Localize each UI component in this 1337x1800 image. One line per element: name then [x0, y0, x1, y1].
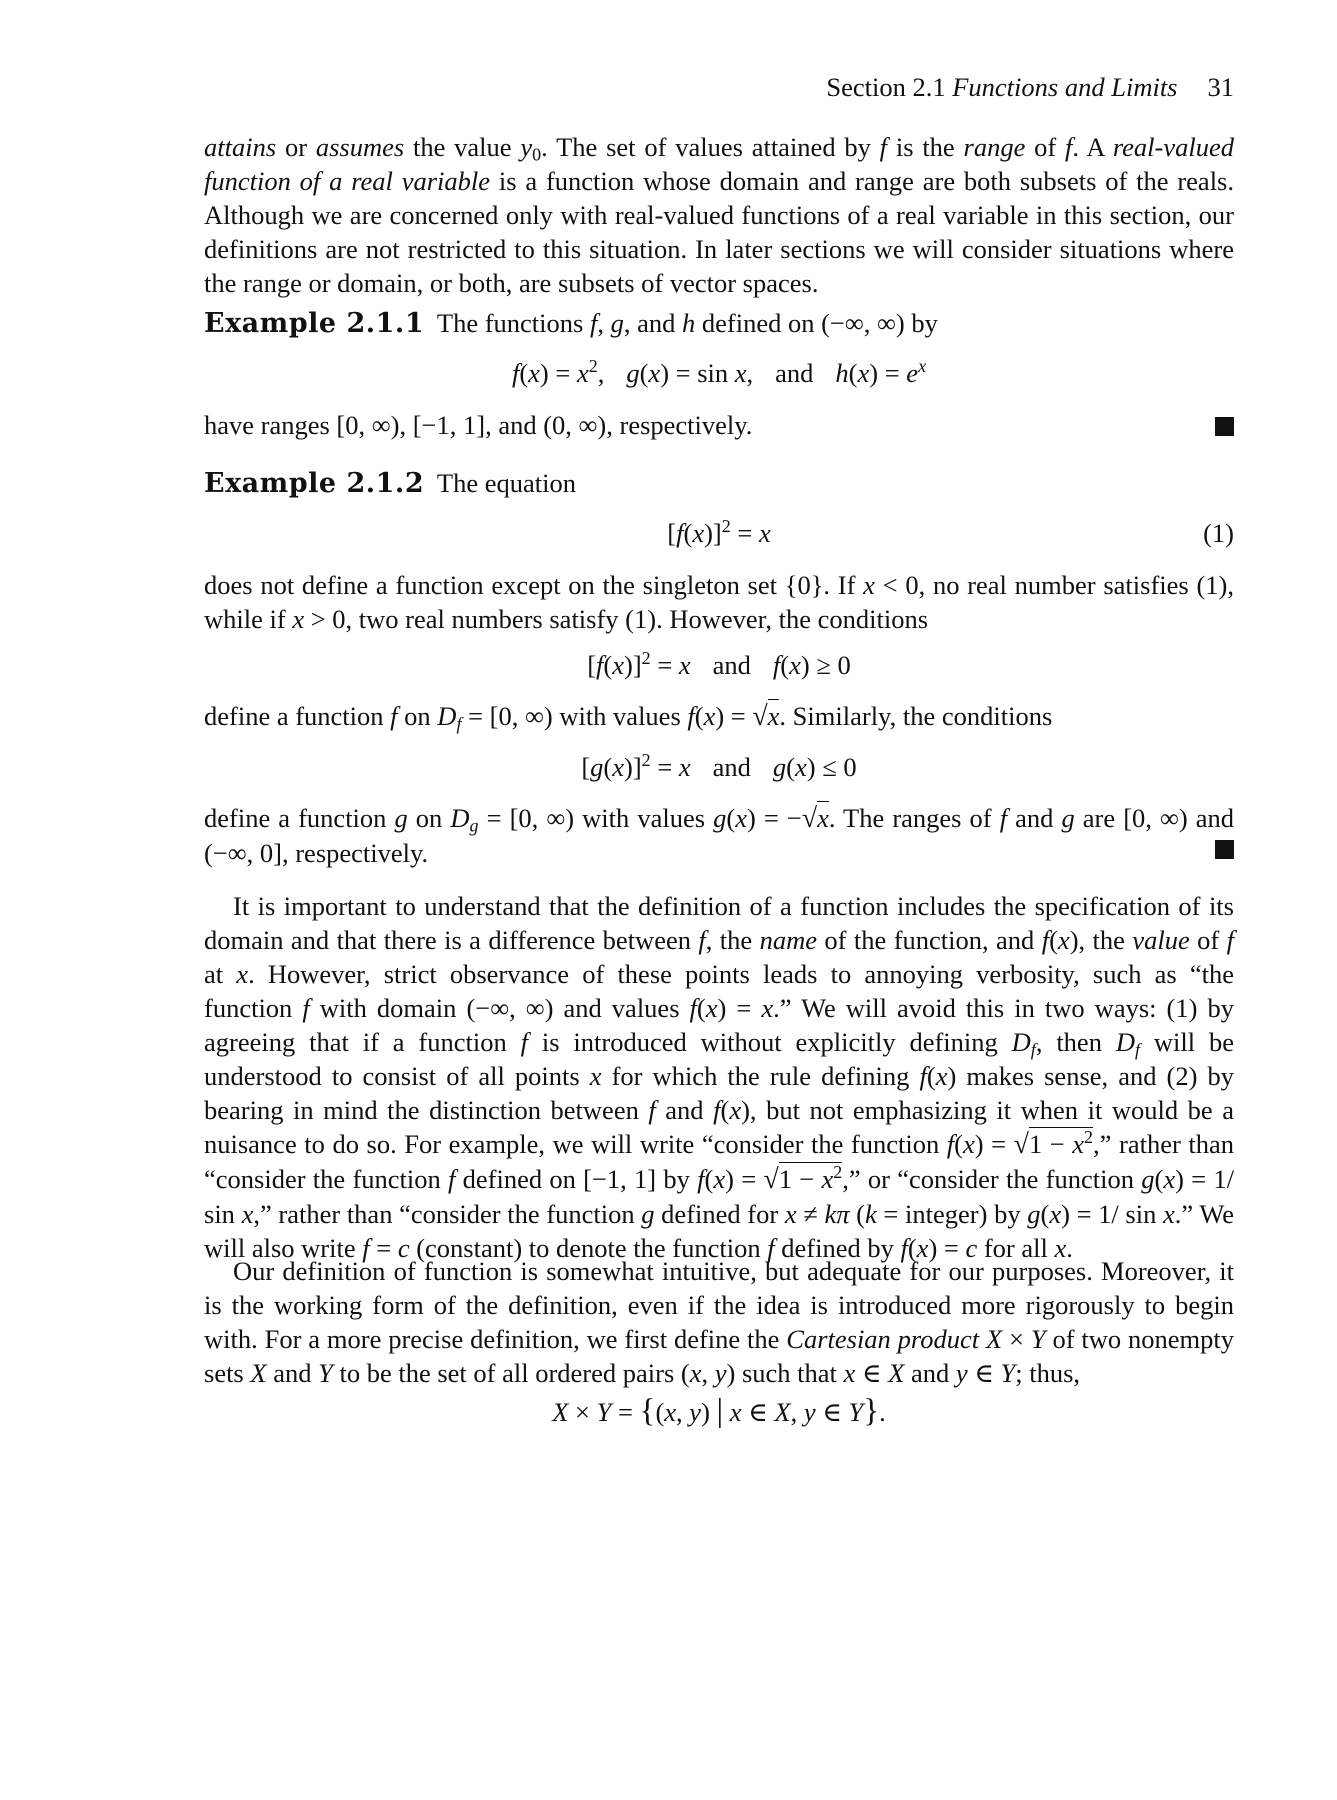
- paragraph-singleton: does not define a function except on the singleton set {0}. If x < 0, no real number satisfies (1), while if x > 0, two real numbers satisfy (1). However, the conditions: [204, 570, 1234, 634]
- example-2-1-1-conclusion: have ranges [0, ∞), [−1, 1], and (0, ∞), respectively.: [204, 410, 753, 440]
- equation-1: $[f(x)]^2 = x$: [667, 516, 771, 548]
- example-2-1-1-label: Example 2.1.1: [204, 308, 425, 339]
- page-number: 31: [1207, 72, 1234, 102]
- equation-g-conditions: $[g(x)]^2 = x$ and g(x) ≤ 0: [581, 750, 857, 782]
- equation-example-functions: $f(x) = x^2$, g(x) = sin x, and $h(x) = e^x$: [511, 356, 927, 388]
- end-of-example-mark-2: [1215, 840, 1234, 859]
- header-title: Functions and Limits: [952, 72, 1178, 102]
- example-2-1-2-intro: Example 2.1.2 The equation: [204, 468, 576, 499]
- equation-number: (1): [1203, 518, 1234, 548]
- paragraph-range-definition: attains or assumes the value $y_0$. The set of values attained by f is the range of f. A real-valued function of a real variable is a function whose domain and range are both subsets of the reals. Although we are concerned only with real-valued functions of a real variable in this section, our definitions are not restricted to this situation. In later sections we will consider situations where the range or domain, or both, are subsets of vector spaces.: [204, 132, 1235, 298]
- end-of-example-mark: [1215, 417, 1234, 436]
- example-2-1-2-label: Example 2.1.2: [204, 468, 425, 499]
- paragraph-cartesian-product: Our definition of function is somewhat intuitive, but adequate for our purposes. Moreover, it is the working form of the definition, even if the idea is introduced more rigorously to begin with. For a more precise definition, we first define the Cartesian product X × Y of two nonempty sets X and Y to be the set of all ordered pairs (x, y) such that x ∈ X and y ∈ Y; thus,: [204, 1256, 1234, 1388]
- running-header: [826, 70, 1234, 104]
- header-section: Section 2.1: [826, 72, 946, 102]
- equation-f-conditions: $[f(x)]^2 = x$ and f(x) ≥ 0: [587, 648, 851, 680]
- paragraph-function-definition: It is important to understand that the definition of a function includes the specification of its domain and that there is a difference between f, the name of the function, and f(x), the value of f at x. However, strict observance of these points leads to annoying verbosity, such as “the function f with domain (−∞, ∞) and values f(x) = x.” We will avoid this in two ways: (1) by agreeing that if a function f is introduced without explicitly defining $D_f$, then $D_f$ will be understood to consist of all points x for which the rule defining f(x) makes sense, and (2) by bearing in mind the distinction between f and f(x), but not emphasizing it when it would be a nuisance to do so. For example, we will write “consider the function $f(x) = √1 - x^2$,” rather than “consider the function f defined on [−1, 1] by $f(x) = √1 - x^2$,” or “consider the function g(x) = 1/ sin x,” rather than “consider the function g defined for x ≠ kπ (k = integer) by g(x) = 1/ sin x.” We will also write f = c (constant) to denote the function f defined by f(x) = c for all x.: [204, 891, 1235, 1263]
- paragraph-define-f: define a function f on $D_f = [0$, ∞) with values f(x) = √x. Similarly, the conditions: [204, 701, 1053, 734]
- paragraph-define-g: define a function g on $D_g = [0$, ∞) with values g(x) = −√x. The ranges of f and g are [0, ∞) and (−∞, 0], respectively.: [204, 803, 1235, 868]
- example-2-1-1-intro: Example 2.1.1 The functions f, g, and h defined on (−∞, ∞) by: [204, 308, 938, 339]
- equation-cartesian-product: X × Y = {(x, y) | x ∈ X, y ∈ Y}.: [552, 1392, 886, 1429]
